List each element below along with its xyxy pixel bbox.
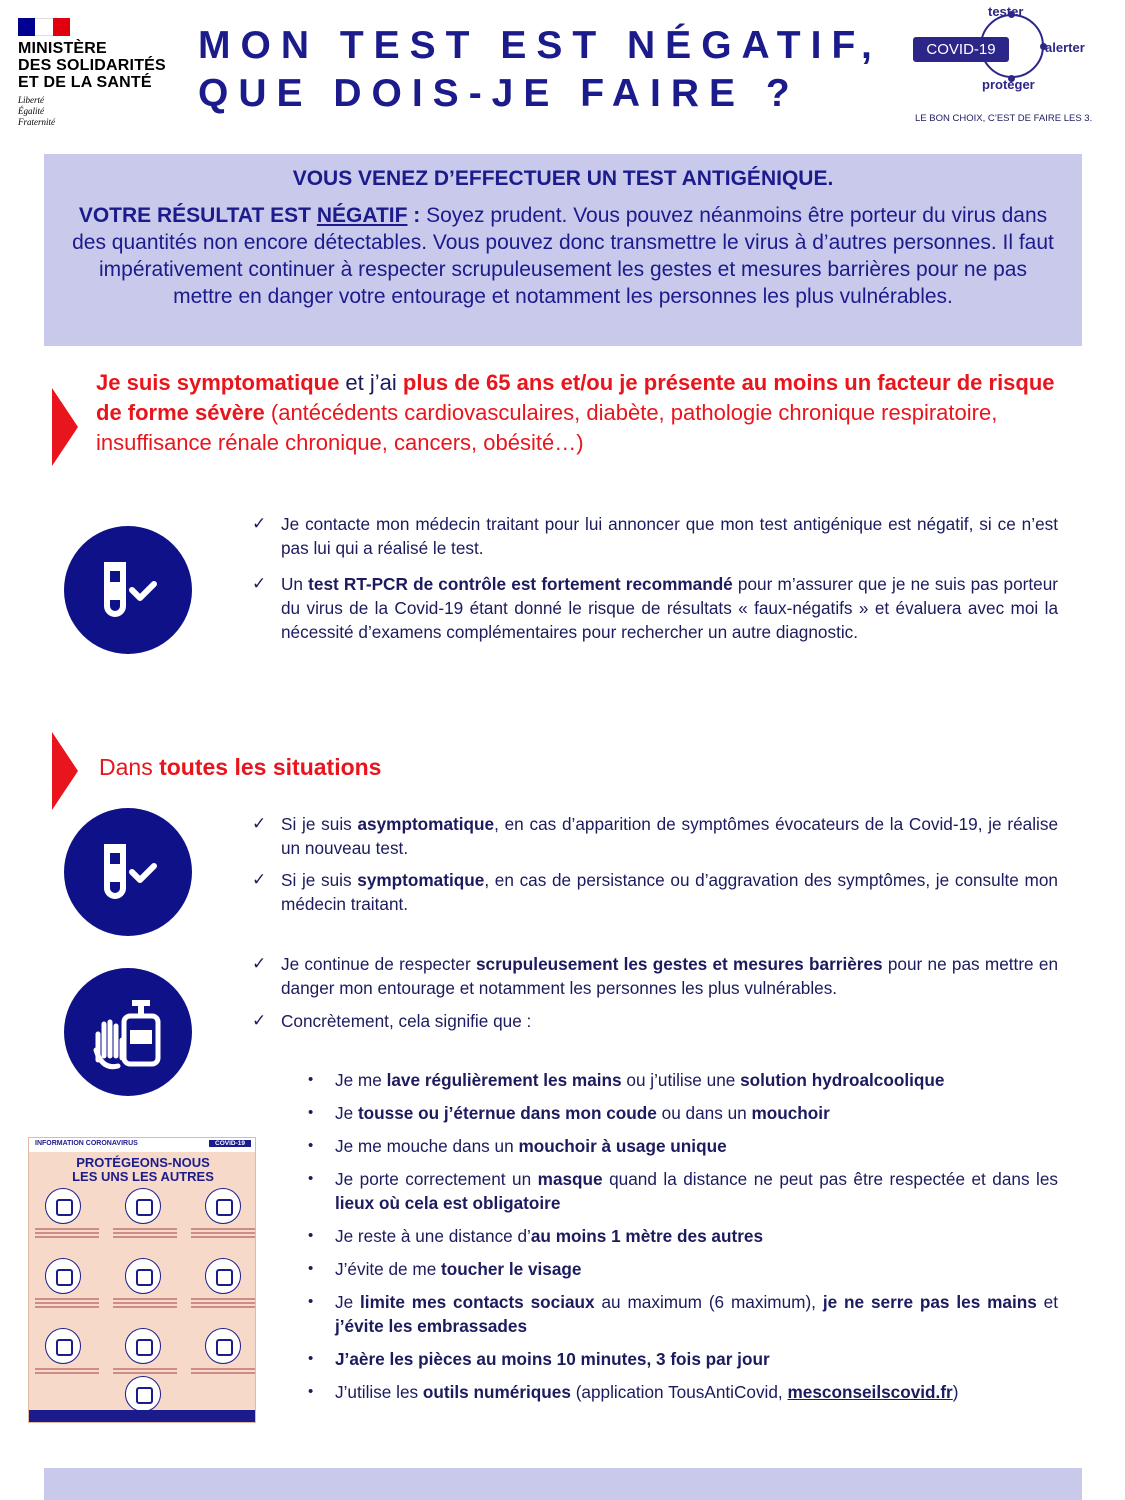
poster-title: PROTÉGEONS-NOUS LES UNS LES AUTRES bbox=[72, 1155, 214, 1184]
red-arrow-icon bbox=[52, 388, 78, 466]
window-icon bbox=[125, 1328, 161, 1364]
info-body: VOTRE RÉSULTAT EST NÉGATIF : Soyez prudent. Vous pouvez néanmoins être porteur du virus dans des quantités non encore détectables. Vous pouvez donc transmettre le virus à d’autres personnes. Il faut impérativement continuer à respecter scrupuleusement les gestes et mesures barrières pour ne pas mettre en danger votre entourage et notamment les personnes les plus vulnérables. bbox=[72, 204, 1054, 308]
section2-heading: Dans toutes les situations bbox=[99, 754, 382, 780]
poster-header: INFORMATION CORONAVIRUS COVID-19 bbox=[29, 1138, 256, 1152]
info-box bbox=[44, 154, 1082, 346]
test-tube-check-icon bbox=[64, 808, 192, 936]
list-item: • Je me mouche dans un mouchoir à usage unique bbox=[306, 1134, 1058, 1158]
list-item: • J’aère les pièces au moins 10 minutes, 3 fois par jour bbox=[306, 1347, 1058, 1371]
slogan: LE BON CHOIX, C’EST DE FAIRE LES 3. bbox=[915, 113, 1093, 124]
section2-checklist-b bbox=[252, 952, 1058, 1033]
list-item: • Je limite mes contacts sociaux au maximum (6 maximum), je ne serre pas les mains et j’évite les embrassades bbox=[306, 1290, 1058, 1338]
no-face-touch-icon bbox=[45, 1328, 81, 1364]
poster-footer bbox=[29, 1410, 256, 1422]
list-item: • Je reste à une distance d’au moins 1 mètre des autres bbox=[306, 1224, 1058, 1248]
bottom-bar bbox=[44, 1468, 1082, 1500]
hand-sanitizer-icon bbox=[64, 968, 192, 1096]
barrier-gestures-list bbox=[306, 1068, 1058, 1413]
mesconseilscovid-link[interactable]: mesconseilscovid.fr bbox=[787, 1382, 953, 1402]
list-item: • J’utilise les outils numériques (application TousAntiCovid, mesconseilscovid.fr) bbox=[306, 1380, 1058, 1404]
mask-icon bbox=[45, 1258, 81, 1294]
french-flag-icon bbox=[18, 18, 70, 36]
section1-heading: Je suis symptomatique et j’ai plus de 65 ans et/ou je présente au moins un facteur de risque de forme sévère (antécédents cardiovasculaires, diabète, pathologie chronique respiratoire, insuffisance rénale chronique, cancers, obésité…) bbox=[96, 370, 1055, 455]
test-tube-check-icon bbox=[64, 526, 192, 654]
list-item: ✓ Je continue de respecter scrupuleusement les gestes et mesures barrières pour ne pas mettre en danger mon entourage et notamment les personnes les plus vulnérables. bbox=[252, 952, 1058, 1000]
list-item: • Je porte correctement un masque quand la distance ne peut pas être respectée et dans les lieux où cela est obligatoire bbox=[306, 1167, 1058, 1215]
list-item: ✓ Si je suis symptomatique, en cas de persistance ou d’aggravation des symptômes, je consulte mon médecin traitant. bbox=[252, 868, 1058, 916]
list-item: • Je tousse ou j’éternue dans mon coude ou dans un mouchoir bbox=[306, 1101, 1058, 1125]
ministry-name: MINISTÈRE DES SOLIDARITÉS ET DE LA SANTÉ bbox=[18, 40, 166, 91]
info-title: VOUS VENEZ D’EFFECTUER UN TEST ANTIGÉNIQUE. bbox=[292, 167, 834, 190]
poster-thumbnail bbox=[28, 1137, 256, 1423]
hand-sanitizer-icon bbox=[64, 968, 192, 1096]
list-item: • J’évite de me toucher le visage bbox=[306, 1257, 1058, 1281]
list-item: ✓ Si je suis asymptomatique, en cas d’apparition de symptômes évocateurs de la Covid-19, je réalise un nouveau test. bbox=[252, 812, 1058, 860]
cough-elbow-icon bbox=[125, 1188, 161, 1224]
test-tube-check-icon bbox=[64, 808, 192, 936]
six-contacts-icon bbox=[205, 1258, 241, 1294]
section1-checklist bbox=[252, 512, 1058, 644]
motto: Liberté Égalité Fraternité bbox=[18, 95, 55, 127]
distance-icon bbox=[125, 1258, 161, 1294]
alerter-label: alerter bbox=[1045, 40, 1085, 55]
phone-app-icon bbox=[125, 1376, 161, 1412]
list-item: ✓ Je contacte mon médecin traitant pour lui annoncer que mon test antigénique est négatif, si ce n’est pas lui qui a réalisé le test. bbox=[252, 512, 1058, 560]
red-arrow-icon bbox=[52, 732, 78, 810]
tester-label: tester bbox=[988, 4, 1024, 19]
covid-badge: COVID-19 bbox=[913, 37, 1009, 62]
list-item: ✓ Un test RT-PCR de contrôle est fortement recommandé pour m’assurer que je ne suis pas porteur du virus de la Covid-19 étant donné le risque de résultats « faux-négatifs » et évaluera avec moi la nécessité d’examens complémentaires pour rechercher un autre diagnostic. bbox=[252, 572, 1058, 644]
list-item: • Je me lave régulièrement les mains ou j’utilise une solution hydroalcoolique bbox=[306, 1068, 1058, 1092]
handwash-icon bbox=[45, 1188, 81, 1224]
tissue-icon bbox=[205, 1188, 241, 1224]
proteger-label: protéger bbox=[982, 77, 1035, 92]
page-title: MON TEST EST NÉGATIF, QUE DOIS-JE FAIRE ? bbox=[198, 24, 882, 115]
section2-checklist-a bbox=[252, 812, 1058, 916]
test-tube-check-icon bbox=[64, 526, 192, 654]
no-handshake-icon bbox=[205, 1328, 241, 1364]
list-item: ✓ Concrètement, cela signifie que : bbox=[252, 1009, 1058, 1033]
ministry-logo bbox=[18, 18, 193, 128]
